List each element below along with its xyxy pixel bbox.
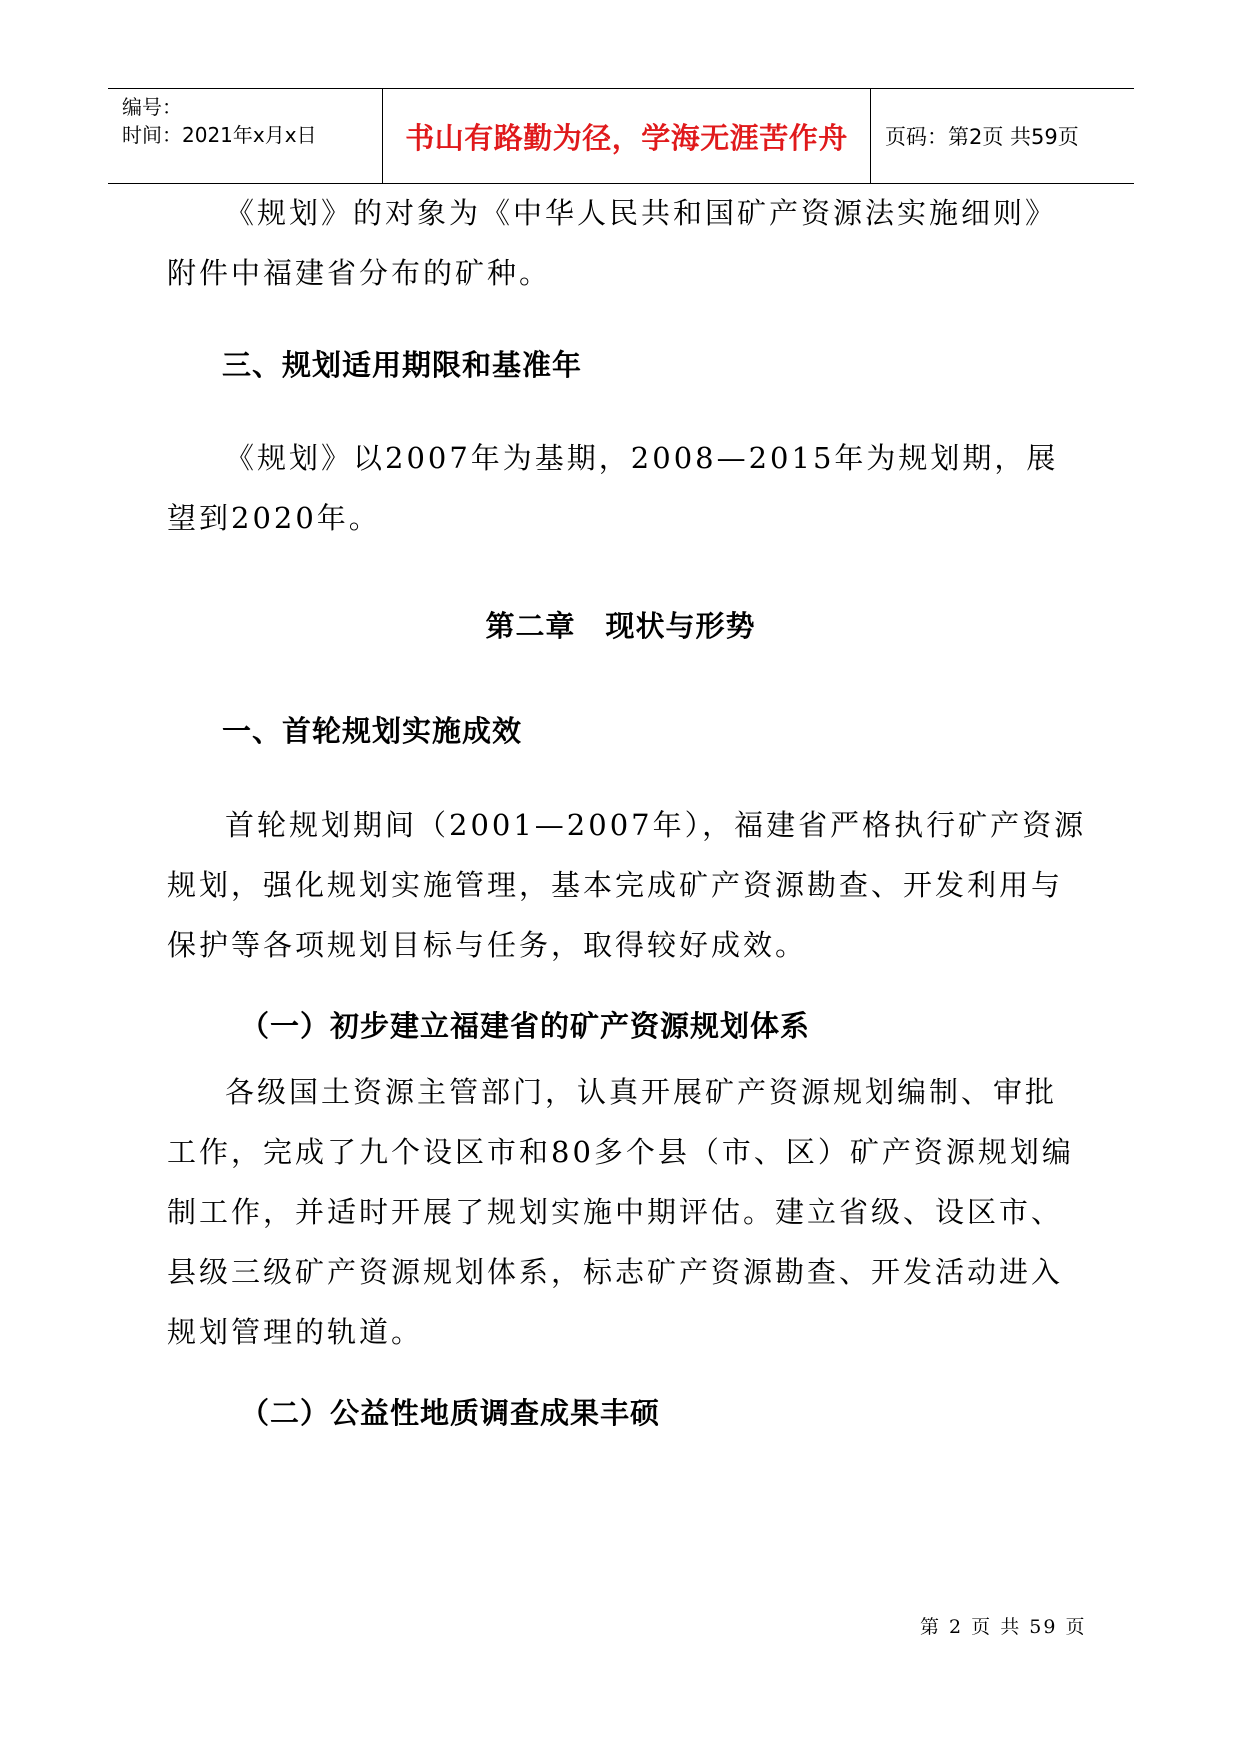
document-number-label: 编号： xyxy=(122,95,182,119)
header-page-number: 页码：第2页 共59页 xyxy=(885,125,1079,149)
heading-plan-period: 三、规划适用期限和基准年 xyxy=(222,348,583,382)
chapter-title: 第二章 现状与形势 xyxy=(485,609,756,643)
header-motto xyxy=(383,89,871,183)
motto-text: 书山有路勤为径，学海无涯苦作舟 xyxy=(405,120,848,155)
paragraph-planning-system: 各级国土资源主管部门，认真开展矿产资源规划编制、审批工作，完成了九个设区市和80多个县（市、区）矿产资源规划编制工作，并适时开展了规划实施中期评估。建立省级、设区市、县级三级矿产资源规划体系，标志矿产资源勘查、开发活动进入规划管理的轨道。 xyxy=(167,1075,1074,1349)
paragraph-plan-scope: 《规划》的对象为《中华人民共和国矿产资源法实施细则》附件中福建省分布的矿种。 xyxy=(167,196,1058,290)
page-footer xyxy=(920,1612,1086,1639)
subheading-geological-survey: （二）公益性地质调查成果丰硕 xyxy=(240,1396,661,1430)
heading-first-round-results: 一、首轮规划实施成效 xyxy=(222,714,523,748)
paragraph-plan-period: 《规划》以2007年为基期，2008—2015年为规划期，展望到2020年。 xyxy=(167,441,1059,535)
paragraph-first-round-results: 首轮规划期间（2001—2007年），福建省严格执行矿产资源规划，强化规划实施管理，基本完成矿产资源勘查、开发利用与保护等各项规划目标与任务，取得较好成效。 xyxy=(167,808,1087,962)
header-meta xyxy=(108,89,383,183)
document-time-label: 时间：2021年x月x日 xyxy=(122,123,317,147)
subheading-planning-system: （一）初步建立福建省的矿产资源规划体系 xyxy=(240,1009,811,1043)
header-page-info xyxy=(871,89,1134,183)
footer-page-number: 第 2 页 共 59 页 xyxy=(920,1616,1087,1638)
page-header xyxy=(108,88,1134,184)
